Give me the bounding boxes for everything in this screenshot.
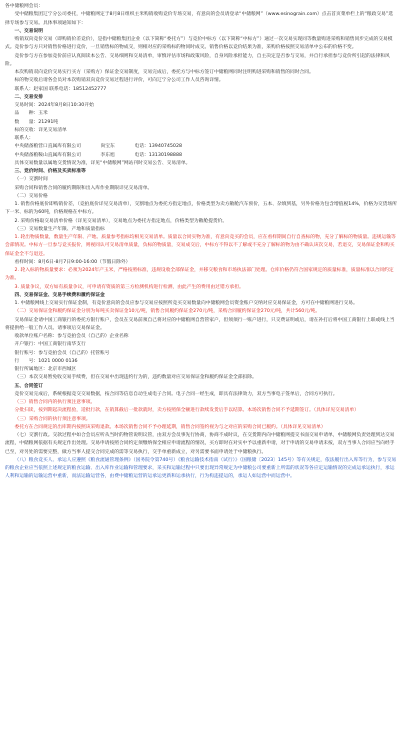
trade-time: 交易时间：2024年8月8日10:30开始: [14, 103, 94, 108]
section-4-paragraph-2: （二）交易保证金和履约保证金分别为每吨买卖保证金10元/吨，销售合同履约保证金270元/吨，采购合同履约保证金270元/吨，共计560元/吨。: [14, 309, 321, 315]
bank-name: 开户银行：中国工商银行南华支行: [14, 342, 86, 348]
bank-region: 银行所属地区：北京市西城区: [14, 367, 77, 372]
subsection-3-3-paragraph-4: 3. 质量争议，双方如有质量争议，可申请有资质的第三方检测机构进行检测，由此产生的费用由过错方承担。: [14, 284, 244, 290]
contact-row: [5, 152, 397, 160]
subsection-3-2-paragraph-1: 1. 销售价格底价即购销价差，（竞拍底价详见交易清单），交割地点为委托方指定地点，价格类型为卖方敞舱汽车预价，五本、杂填到基，另外价格为包含增值税14%，价格为交货场所下一米、标的为60吨，价格规格在中标方。: [5, 202, 397, 216]
section-3-heading: 三、竞价时间、价格及买卖标准等: [14, 169, 86, 174]
bank-code: 行 号：1021 0000 0136: [14, 358, 78, 364]
subsection-3-1-paragraph: 采购合同和销售合同的履约期限和出入库作业期限详见交易清单。: [14, 185, 153, 191]
contact-name: 李东旭: [100, 152, 115, 158]
subsection-3-2-paragraph-2: 2. 采购价格取交易清单价格（详见交易清单），交易地点为委托方指定地点，价格类型为敞舱提货价。: [14, 218, 228, 224]
contact-tel: 电话：13130198888: [134, 152, 182, 158]
section-4-paragraph-3: 交易保证金请中国工商银行的委托方银行账户，会员在交易前须自己将对应的中储粮网自营管家户，但须须行一账户进行，只交费证明或后，请在补打后将中国工商银行上联或线上当将提供给一般工作人员。请事项后交易保证金。: [5, 317, 395, 331]
section-4-paragraph-1: 1. 中储粮网线上交易实行保证金制，有竞价意向的会员应参与交易应按照所竞买交易数量向中储粮网会员资金账户交纳对应交易保证金，方可在中储粮网进行交易。: [14, 301, 358, 306]
contact-row: [5, 143, 397, 151]
section-5-heading: 五、合同签订: [14, 383, 44, 389]
bank-account: 银行账号：参与竞拍会员（自己的）托管账号: [14, 350, 110, 356]
section-5-paragraph-4: （三）采购合同的执行须注意事项。: [14, 416, 91, 422]
contact-name: 尚宝东: [100, 144, 115, 150]
section-1-paragraph-3: 本次购销双向竞价交易实行买方（采购方）保证金交易制度，交易完成后，委托方与中标方签订中储粮网同时注明购进采购和销售的同时合同。: [14, 70, 314, 75]
section-1-paragraph-4: 标的物交收后请各会员对本次购销双向竞价交易过程进行评价，可向辽宁分公司工作人员咨询详情。: [14, 78, 224, 84]
account-name: 收款单位账户名称：参与竞拍会员（自己的）企业名称: [14, 334, 129, 339]
contact-org: 中央储备粮营口直属库有限公司: [14, 144, 82, 150]
section-2-heading: 二、交易安排: [14, 94, 44, 100]
section-5-paragraph-1: 竞价交易完成后，系统根据竞交交易数据，按合同等信息自动生成电子合同。电子合同一经生成，即具有法律效力，双方当事电子签单后，合同方可执行。: [14, 391, 338, 397]
subsection-3-3-paragraph-1: 1. 轮出物质数量，数量生产年限、产地、质量参考指标均相见交易清单。质量以合同实物为准，有意向竞买的会员，应在看样期间自行自查标的物，充分了解标的物质量。违规运输等会部情况。中标方一旦参与竞买报价，则视同认可交易清单质量，负标的物质量，交易成交后，中标方不得以不了解或不充分了解标的物为由不确认该次交易，若退交，交易保证金和购买保证金全不与退还。: [5, 235, 396, 257]
trade-object: 标的交收：详见交易清单: [14, 127, 67, 133]
section-4-paragraph-9: （三）本次交易暂免收交易手续费，但在交易中出现违约行为的，违约数量对应交易保证金和履约保证金全部扣除。: [14, 375, 257, 381]
subsection-3-3-paragraph-3: 2. 轮入标的物质量要求：必须为2024年产玉米，严格按照标准，违规设收全部保证金，并移交粮食和市场执法部门处理。仓库价格仍符合国家规定的质量标准，质量标准以合同约定为准。: [5, 268, 394, 282]
section-1-paragraph-2: 竞价参与方在参加竞价前应认真阅读本公告、交易细则和交易清单，审慎评估市场和政策风险，自身风险承担能力，自主决定是否参与交易，并自行承担参与竞价所引起的法律和风险。: [5, 53, 390, 67]
contact-line: 联系人：赵家国 联系电话：18512452777: [14, 86, 107, 92]
greeting: 各中储粮网会员：: [5, 4, 44, 9]
subsection-3-2-heading: （二）交易价格: [14, 193, 48, 199]
section-5-paragraph-3: 分批扫读，按到期起决流程验，适批行款，在销算截后一批款就时，卖方按照保全额进行款续发货后手以结算。本场次销售合同不予延期签订。（具体详见交易清单）: [14, 408, 359, 414]
section-5-paragraph-7: （八）粮食竞买人、承运人应遵照《粮食流通管理条例》（国务院令第740号）《粮食运输技术指南（试行）》（国粮储〔2023〕145号）等有关规定，依法履行出入库等行为，参与交易的粮食企业应当依照上述规定的粮食运输、出入库作业运输和管理要求，采买和运输过程中只要出现异常规定为中储粮公司要重新上所需的状况等各应定运输情况的完成运承运执行，承运人利和运输的运输运营中重新，而法运输运营各，由费中储粮运营的运承运更新和运承执行，行为构违提运的，承运人如运营中而运营中。: [5, 457, 397, 480]
intro-paragraph: 受中储粮集团辽宁分公司委托，中储粮网定于8月8日组织主米购销收购竞价专场交易，有意向的会员请登录“中储粮网”（www.esinograin.com）点击首页菜单栏上的“粮政交易”选择专场参与交易。具体事项通知如下：: [5, 12, 394, 26]
section-2-tail: 具体交易数量以属地交货情况为准，详见“中储粮网”网站刊时交易公告、交易清单。: [14, 160, 191, 166]
section-5-paragraph-6: （七）交割行政。交款过程中如合会员应听从当时的物管说明议管，由双方会员事先行协商，协商不成时议，在交货期内向中储粮网提交书面交易申请单，中储粮网负责处理到达交易流程，中储粮网依据有关规定作出处理。交易申请按照合同约定须缴纳保全相应申请流程的情况，买方即时在对实中予以重新申请，对于申请的交易申请未按，双方当事人合同应当向经手已至，对另处的需要完整，做方当事人提交合同完成的需等交易执行，交手单重新成立，对另需要书面申请处于中储粮执行。: [5, 433, 395, 455]
contacts-label: 联系人：: [14, 136, 34, 141]
trade-variety: 品 种：玉米: [14, 111, 48, 117]
section-1-heading: 一、交易说明: [14, 28, 44, 34]
section-5-paragraph-5: 委托方在合同规定的出库期内按照该采购退款。本场次销售合同不予办理延期，销售合同签约视为与之对应的采购合同已履约。（具体详见交易清单）: [14, 424, 326, 430]
viewing-time: 看样时间：8月6日-8月7日9:00-16:00（节假日除外）: [14, 259, 131, 265]
section-1-paragraph-1: 购销双向竞价交易（即购销价差竞价），是指中储粮集团企业（以下简称“委托方”）与竞价中标方（以下简称“中标方”）通过一次交易实现同等数量购进采购和销售同步完成的交易模式。竞价参与方只对销售价格进行竞价，一旦销售标的物成交，则相对应的采购标的物同时成交。销售价格以竞价结果为准，采购价格按照交易清单中公布的价格不变。: [5, 37, 393, 51]
section-5-paragraph-2: （三）销售合同内的执行须注意事项。: [14, 400, 96, 405]
subsection-3-3-heading: （三）交易数量生产年限、产地和质量指标: [14, 226, 105, 232]
contact-org: 中央储备粮鞍山直属库有限公司: [14, 152, 82, 158]
contact-tel: 电话：13940745028: [134, 144, 182, 150]
subsection-3-1-heading: （一）交割时间: [14, 177, 48, 183]
section-4-heading: 四、交易保证金、交易手续费和履约保证金: [14, 292, 105, 298]
trade-quantity: 数 量：21291吨: [14, 119, 59, 125]
